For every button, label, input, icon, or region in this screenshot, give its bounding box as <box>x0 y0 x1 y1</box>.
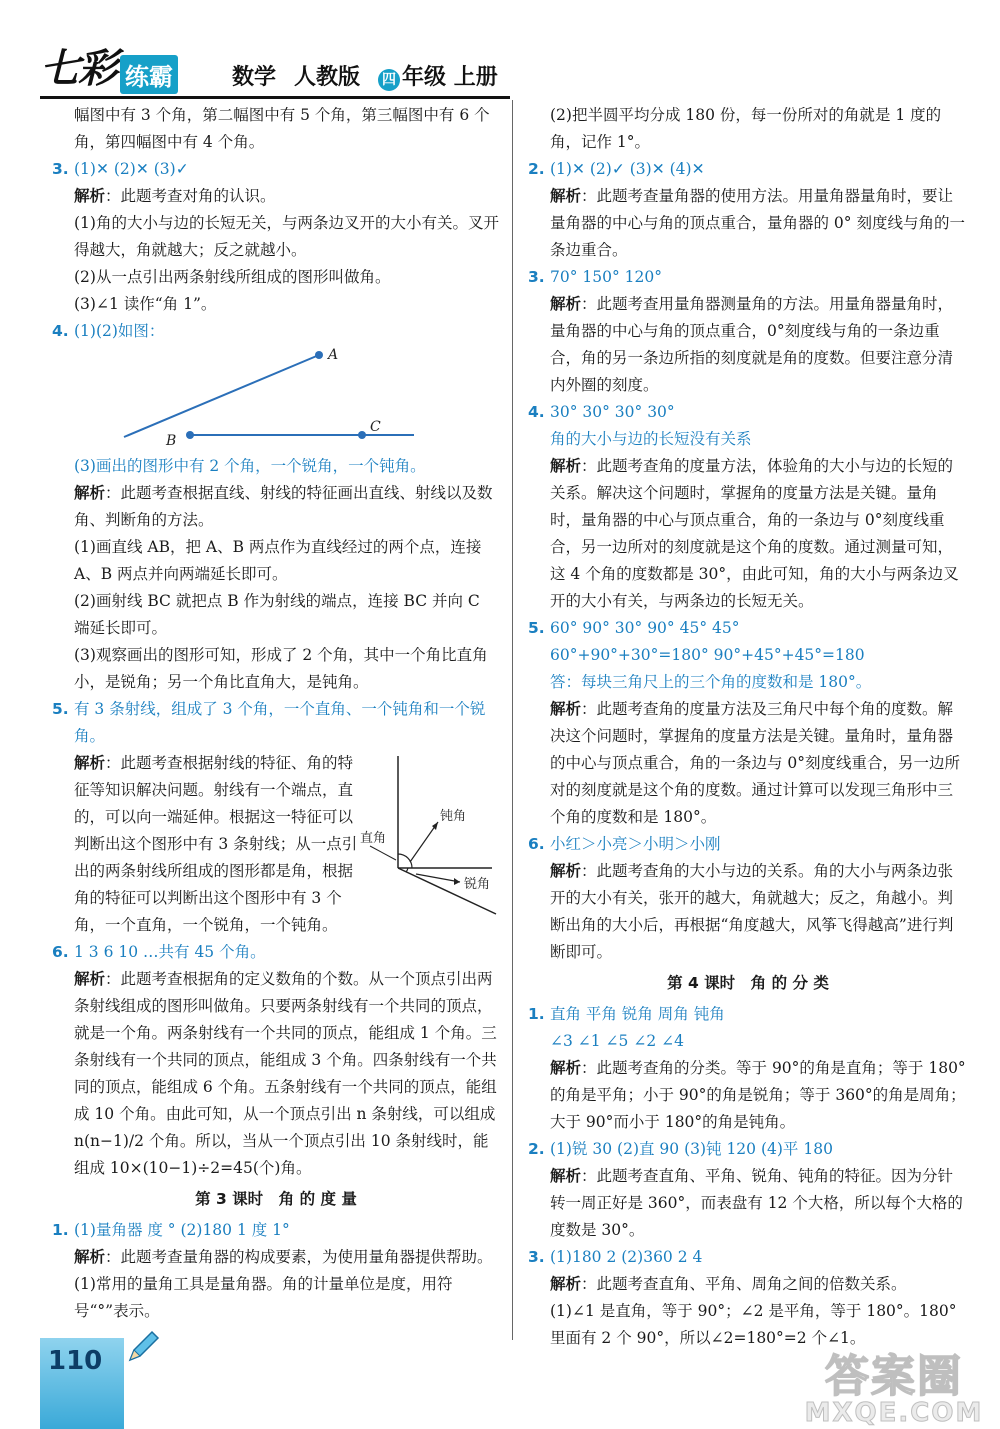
analysis <box>528 453 968 615</box>
question-number: 4. <box>52 322 69 340</box>
continued-text: 幅图中有 3 个角，第二幅图中有 5 个角，第三幅图中有 6 个角，第四幅图中有 4 个角。 <box>74 106 490 151</box>
analysis-item: (2)从一点引出两条射线所组成的图形叫做角。 <box>74 268 391 286</box>
question-number: 5. <box>528 619 545 637</box>
question-number: 6. <box>528 835 545 853</box>
book-logo <box>40 46 178 94</box>
question-number: 4. <box>528 403 545 421</box>
answer: 有 3 条射线，组成了 3 个角，一个直角、一个钝角和一个锐角。 <box>74 700 486 745</box>
pencil-icon <box>122 1326 162 1366</box>
acute-arrowhead <box>454 878 460 885</box>
lesson3-question-3 <box>528 264 968 291</box>
answer: 70° 150° 120° <box>550 268 662 286</box>
analysis-item: (1)常用的量角工具是量角器。角的计量单位是度，用符号“°”表示。 <box>74 1275 453 1320</box>
answer: (1)量角器 度 ° (2)180 1 度 1° <box>74 1221 290 1239</box>
analysis-text: ：此题考查用量角器测量角的方法。用量角器量角时，量角器的中心与角的顶点重合，0°刻度线与角的一条边重合，角的另一条边所指的刻度就是角的度数。但要注意分清内外圈的刻度。 <box>550 295 954 394</box>
logo-text: 七彩 <box>40 46 116 92</box>
analysis-text: ：此题考查角的度量方法及三角尺中每个角的度数。解决这个问题时，掌握角的度量方法是关键。量角时，量角器的中心与顶点重合，角的一条边与 0°刻度线重合，另一边所对的刻度就是这个角的度数。通过计算可以发现三角形中三个角的度数和是 180°。 <box>550 700 961 826</box>
analysis <box>74 750 360 939</box>
three-rays-diagram <box>360 750 500 920</box>
line-ray-figure <box>74 345 500 453</box>
label-c: C <box>370 419 381 435</box>
answer: (1)锐 30 (2)直 90 (3)钝 120 (4)平 180 <box>550 1140 833 1158</box>
lesson4-question-1 <box>528 1001 968 1028</box>
label-b: B <box>166 433 177 449</box>
analysis-label: 解析 <box>550 295 582 313</box>
lesson3-question-2 <box>528 156 968 183</box>
lesson3-question-4 <box>528 399 968 426</box>
analysis-item: (3)∠1 读作“角 1”。 <box>74 295 217 313</box>
line-ray-diagram <box>74 345 494 453</box>
analysis-text: ：此题考查量角器的构成要素，为使用量角器提供帮助。 <box>105 1248 493 1266</box>
section-title-lesson-4: 第 4 课时 角 的 分 类 <box>667 974 829 992</box>
page-header <box>0 0 1000 100</box>
question-number: 3. <box>52 160 69 178</box>
grade-group <box>378 60 498 91</box>
question-6 <box>52 939 500 966</box>
obtuse-arrow <box>410 822 438 862</box>
analysis-text: ：此题考查角的大小与边的关系。角的大小与两条边张开的大小有关，张开的越大，角就越大；反之，角越小。判断出角的大小后，再根据“角度越大，风筝飞得越高”进行判断即可。 <box>550 862 954 961</box>
question-3 <box>52 156 500 183</box>
right-angle-arc <box>398 854 412 868</box>
answer: 1 3 6 10 …共有 45 个角。 <box>74 943 266 961</box>
analysis-label: 解析 <box>550 700 582 718</box>
question-4 <box>52 318 500 345</box>
analysis <box>528 696 968 831</box>
question-number: 1. <box>52 1221 69 1239</box>
analysis-item: (1)角的大小与边的长短无关，与两条边叉开的大小有关。叉开得越大，角就越大；反之就越小。 <box>74 214 499 259</box>
grade-label: 年级 上册 <box>402 65 498 90</box>
answer-line-2: ∠3 ∠1 ∠5 ∠2 ∠4 <box>550 1032 684 1050</box>
right-arrow <box>370 846 396 860</box>
three-rays-figure <box>360 750 500 920</box>
analysis <box>528 1055 968 1136</box>
answer: (1)180 2 (2)360 2 4 <box>550 1248 703 1266</box>
answer: (1)✕ (2)✕ (3)✓ <box>74 160 189 178</box>
question-number: 2. <box>528 1140 545 1158</box>
answer-line-2: 角的大小与边的长短没有关系 <box>550 430 752 448</box>
analysis-label: 解析 <box>550 457 582 475</box>
left-column <box>52 102 500 1325</box>
answer: 30° 30° 30° 30° <box>550 403 675 421</box>
analysis <box>52 966 500 1182</box>
analysis <box>528 1163 968 1244</box>
watermark-url: MXQE.COM <box>804 1398 984 1428</box>
analysis-text: ：此题考查对角的认识。 <box>105 187 276 205</box>
grade-badge: 四 <box>378 69 400 91</box>
answer: 60° 90° 30° 90° 45° 45° <box>550 619 740 637</box>
lesson3-question-5 <box>528 615 968 642</box>
point-c <box>358 431 366 439</box>
answer: (1)(2)如图： <box>74 322 165 340</box>
analysis <box>528 183 968 264</box>
analysis-label: 解析 <box>74 1248 106 1266</box>
label-acute: 锐角 <box>464 877 491 892</box>
analysis <box>528 1271 968 1298</box>
analysis-text: ：此题考查根据射线的特征、角的特征等知识解决问题。射线有一个端点，直的，可以向一端延伸。根据这一特征可以判断出这个图形中有 3 条射线；从一点引出的两条射线所组成的图形都是角，根据角的特征可以判断出这个图形中有 3 个角，一个直角，一个锐角，一个钝角。 <box>74 754 358 934</box>
analysis-item: (1)∠1 是直角，等于 90°；∠2 是平角，等于 180°。180°里面有 2 个 90°，所以∠2=180°=2 个∠1。 <box>550 1302 957 1347</box>
logo-box: 练霸 <box>120 55 178 94</box>
analysis-text: ：此题考查角的度量方法，体验角的大小与边的长短的关系。解决这个问题时，掌握角的度量方法是关键。量角时，量角器的中心与顶点重合，角的一条边与 0°刻度线重合，另一边所对的刻度就是这个角的度数。通过测量可知，这 4 个角的度数都是 30°，由此可知，角的大小与两条边叉开的大小有关，与两条边的长短无关。 <box>550 457 959 610</box>
analysis <box>52 480 500 534</box>
question-number: 5. <box>52 700 69 718</box>
question-number: 6. <box>52 943 69 961</box>
question-number: 3. <box>528 268 545 286</box>
section-title-lesson-3: 第 3 课时 角 的 度 量 <box>195 1190 357 1208</box>
analysis <box>52 183 500 210</box>
lesson4-question-2 <box>528 1136 968 1163</box>
answer: 小红＞小亮＞小明＞小刚 <box>550 835 721 853</box>
line-ab <box>124 355 319 437</box>
analysis <box>528 858 968 966</box>
lesson3-question-1 <box>52 1217 500 1244</box>
analysis <box>52 1244 500 1271</box>
book-subject <box>232 60 498 91</box>
column-divider <box>512 100 513 1340</box>
edition-label: 人教版 <box>294 65 361 90</box>
label-a: A <box>328 347 339 363</box>
answer-part-3: (3)画出的图形中有 2 个角，一个锐角，一个钝角。 <box>74 457 426 475</box>
answer-line-3: 答：每块三角尺上的三个角的度数和是 180°。 <box>550 673 872 691</box>
lesson3-question-6 <box>528 831 968 858</box>
analysis-label: 解析 <box>74 970 106 988</box>
point-b <box>186 431 194 439</box>
continued-text: (2)把半圆平均分成 180 份，每一份所对的角就是 1 度的角，记作 1°。 <box>550 106 942 151</box>
analysis-label: 解析 <box>74 754 106 772</box>
analysis-item: (3)观察画出的图形可知，形成了 2 个角，其中一个角比直角小，是锐角；另一个角比直角大，是钝角。 <box>74 646 488 691</box>
acute-arrow <box>416 874 460 882</box>
answer-line-2: 60°+90°+30°=180° 90°+45°+45°=180 <box>550 646 865 664</box>
answer: (1)✕ (2)✓ (3)✕ (4)✕ <box>550 160 705 178</box>
analysis-text: ：此题考查直角、平角、锐角、钝角的特征。因为分针转一周正好是 360°，而表盘有 12 个大格，所以每个大格的度数是 30°。 <box>550 1167 963 1239</box>
question-5-body <box>52 750 500 939</box>
analysis-text: ：此题考查角的分类。等于 90°的角是直角；等于 180°的角是平角；小于 90°的角是锐角；等于 360°的角是周角；大于 90°而小于 180°的角是钝角。 <box>550 1059 966 1131</box>
analysis-text: ：此题考查根据角的定义数角的个数。从一个顶点引出两条射线组成的图形叫做角。只要两条射线有一个共同的顶点，就是一个角。两条射线有一个共同的顶点，能组成 1 个角。三条射线有一个共同的顶点，能组成 3 个角。四条射线有一个共同的顶点，能组成 6 个角。五条射线有一个共同的顶点，能组成 10 个角。由此可知，从一个顶点引出 n 条射线，可以组成 n(n−1)/2 个角。所以，当从一个顶点引出 10 条射线时，能组成 10×(10−1)÷2=45(个)角。 <box>74 970 497 1177</box>
question-5 <box>52 696 500 750</box>
lesson4-question-3 <box>528 1244 968 1271</box>
analysis <box>528 291 968 399</box>
watermark-text: 答案圈 <box>825 1351 963 1402</box>
analysis-label: 解析 <box>74 484 106 502</box>
question-number: 1. <box>528 1005 545 1023</box>
analysis-label: 解析 <box>550 862 582 880</box>
watermark-logo <box>804 1340 984 1426</box>
answer: 直角 平角 锐角 周角 钝角 <box>550 1005 725 1023</box>
analysis-label: 解析 <box>550 1167 582 1185</box>
analysis-text: ：此题考查量角器的使用方法。用量角器量角时，要让量角器的中心与角的顶点重合，量角器的 0° 刻度线与角的一条边重合。 <box>550 187 965 259</box>
analysis-item: (1)画直线 AB，把 A、B 两点作为直线经过的两个点，连接 A、B 两点并向两端延长即可。 <box>74 538 482 583</box>
question-number: 3. <box>528 1248 545 1266</box>
label-obtuse: 钝角 <box>440 809 467 824</box>
analysis-label: 解析 <box>550 1059 582 1077</box>
page-number: 110 <box>48 1346 103 1376</box>
analysis-text: ：此题考查根据直线、射线的特征画出直线、射线以及数角、判断角的方法。 <box>74 484 493 529</box>
right-column <box>528 102 968 1352</box>
header-rule <box>40 96 510 99</box>
label-right: 直角 <box>360 831 387 846</box>
subject-label: 数学 <box>232 65 277 90</box>
analysis-item: (2)画射线 BC 就把点 B 作为射线的端点，连接 BC 并向 C 端延长即可。 <box>74 592 480 637</box>
analysis-label: 解析 <box>550 1275 582 1293</box>
analysis-label: 解析 <box>550 187 582 205</box>
analysis-text: ：此题考查直角、平角、周角之间的倍数关系。 <box>581 1275 907 1293</box>
question-number: 2. <box>528 160 545 178</box>
analysis-label: 解析 <box>74 187 106 205</box>
point-a <box>315 351 323 359</box>
